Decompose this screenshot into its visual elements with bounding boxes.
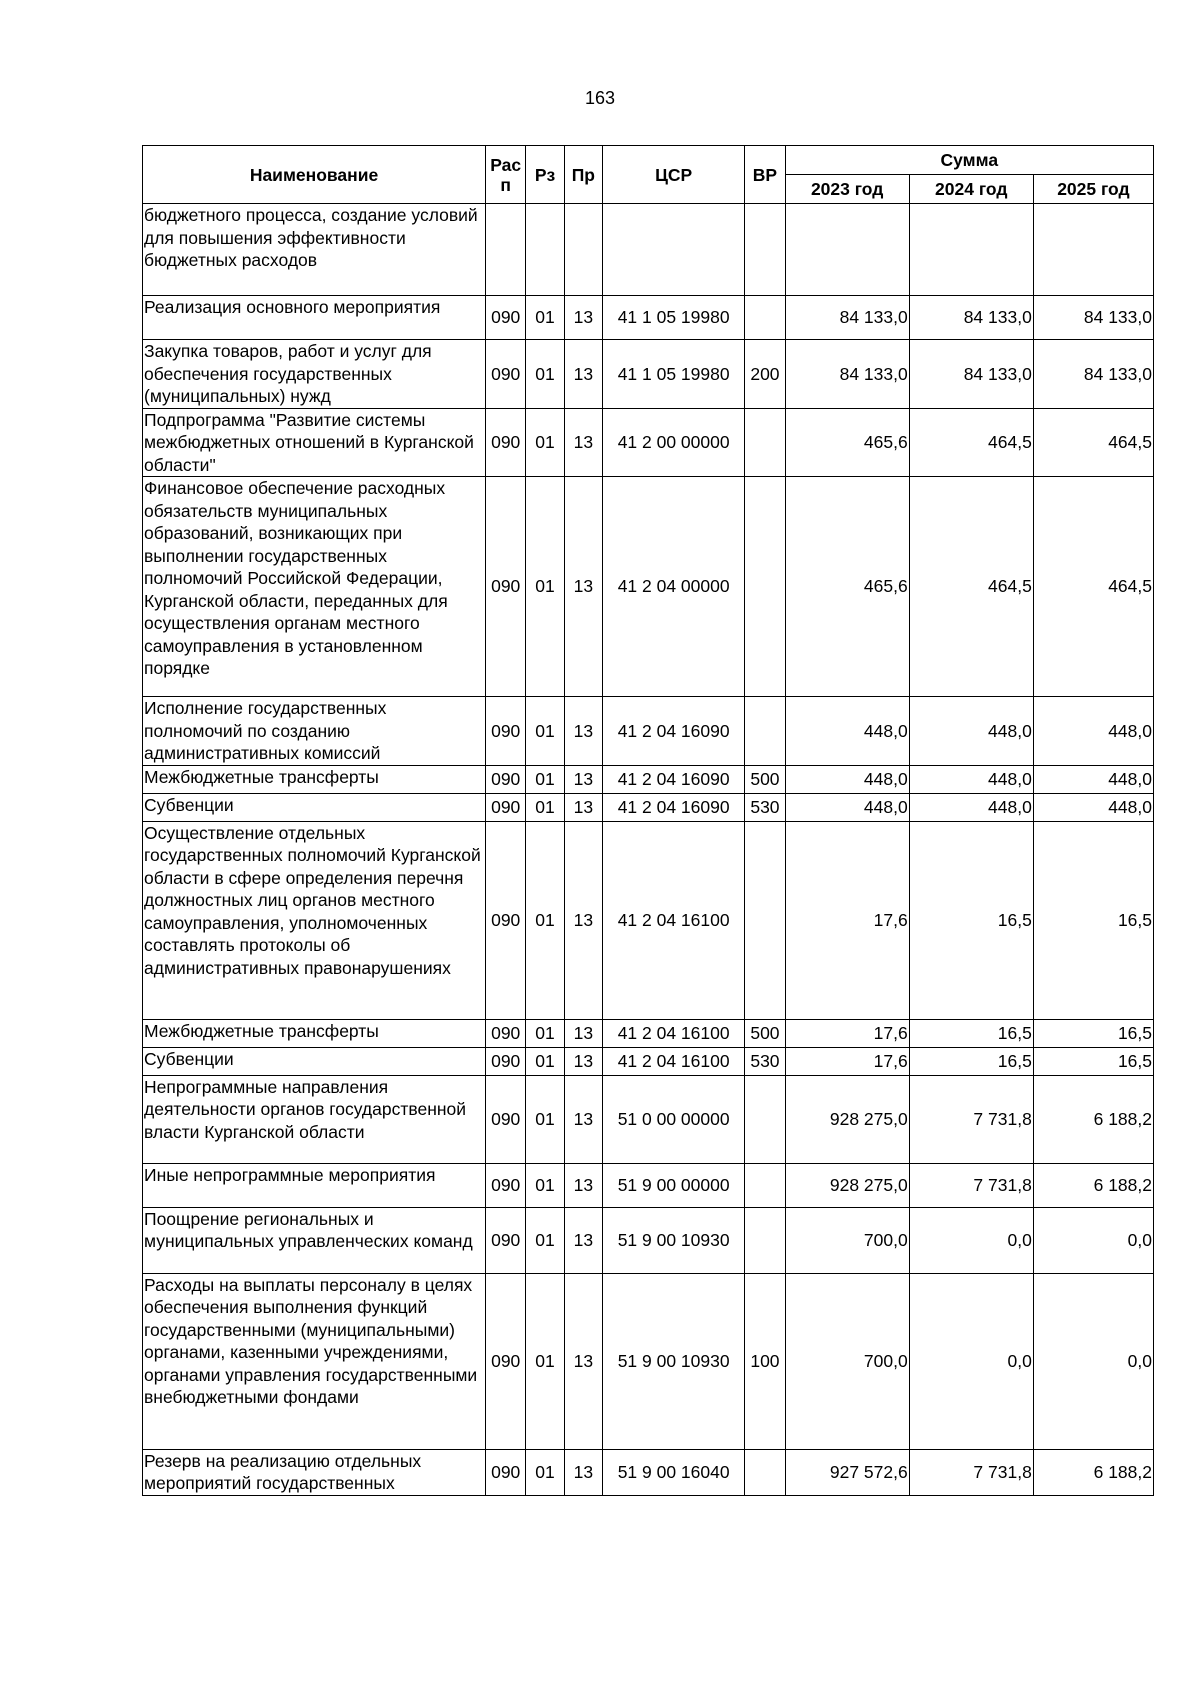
cell-pr: 13 — [564, 793, 602, 821]
cell-rasp: 090 — [486, 1163, 526, 1207]
cell-y2024: 448,0 — [909, 697, 1033, 766]
cell-rz: 01 — [526, 1019, 564, 1047]
cell-csr: 51 9 00 00000 — [603, 1163, 745, 1207]
cell-rasp: 090 — [486, 1019, 526, 1047]
cell-y2023: 465,6 — [785, 477, 909, 697]
cell-rasp: 090 — [486, 1047, 526, 1075]
table-row — [143, 1047, 1154, 1075]
cell-pr: 13 — [564, 296, 602, 340]
cell-rz: 01 — [526, 793, 564, 821]
cell-csr: 41 2 04 16090 — [603, 765, 745, 793]
cell-y2024: 84 133,0 — [909, 340, 1033, 409]
cell-vr — [745, 821, 785, 1019]
cell-name: Реализация основного мероприятия — [143, 296, 486, 340]
cell-name: Финансовое обеспечение расходных обязательств муниципальных образований, возникающих при выполнении государственных полномочий Российской Федерации, Курганской области, переданных для осуществления органам местного самоуправления в установленном порядке — [143, 477, 486, 697]
cell-vr: 530 — [745, 793, 785, 821]
cell-pr: 13 — [564, 1075, 602, 1163]
cell-csr: 51 0 00 00000 — [603, 1075, 745, 1163]
cell-rasp: 090 — [486, 408, 526, 477]
cell-y2023: 17,6 — [785, 1019, 909, 1047]
cell-name: Подпрограмма "Развитие системы межбюджетных отношений в Курганской области" — [143, 408, 486, 477]
cell-csr: 41 2 00 00000 — [603, 408, 745, 477]
cell-y2024: 7 731,8 — [909, 1449, 1033, 1495]
cell-rasp — [486, 204, 526, 296]
cell-y2023: 448,0 — [785, 765, 909, 793]
cell-rz: 01 — [526, 1449, 564, 1495]
cell-pr — [564, 204, 602, 296]
cell-rasp: 090 — [486, 821, 526, 1019]
cell-rz: 01 — [526, 1047, 564, 1075]
cell-vr: 100 — [745, 1273, 785, 1449]
cell-y2025: 448,0 — [1033, 765, 1153, 793]
cell-y2025: 6 188,2 — [1033, 1449, 1153, 1495]
cell-y2023 — [785, 204, 909, 296]
cell-rz: 01 — [526, 1163, 564, 1207]
table-body — [143, 204, 1154, 1496]
cell-name: Исполнение государственных полномочий по созданию административных комиссий — [143, 697, 486, 766]
cell-y2025: 6 188,2 — [1033, 1163, 1153, 1207]
page-number: 163 — [584, 88, 616, 108]
cell-y2025: 0,0 — [1033, 1273, 1153, 1449]
cell-y2025: 16,5 — [1033, 1047, 1153, 1075]
table-row — [143, 697, 1154, 766]
cell-y2024: 16,5 — [909, 1047, 1033, 1075]
cell-pr: 13 — [564, 821, 602, 1019]
cell-vr: 530 — [745, 1047, 785, 1075]
cell-name: Субвенции — [143, 793, 486, 821]
cell-name: Межбюджетные трансферты — [143, 765, 486, 793]
cell-y2023: 17,6 — [785, 1047, 909, 1075]
cell-rasp: 090 — [486, 1273, 526, 1449]
cell-csr: 41 2 04 16090 — [603, 697, 745, 766]
cell-rasp: 090 — [486, 697, 526, 766]
cell-vr — [745, 477, 785, 697]
cell-y2025: 6 188,2 — [1033, 1075, 1153, 1163]
cell-csr: 41 2 04 16100 — [603, 1019, 745, 1047]
table-row — [143, 1075, 1154, 1163]
table-row — [143, 340, 1154, 409]
cell-y2024: 464,5 — [909, 408, 1033, 477]
cell-rasp: 090 — [486, 340, 526, 409]
cell-name: Поощрение региональных и муниципальных управленческих команд — [143, 1207, 486, 1273]
cell-y2023: 84 133,0 — [785, 340, 909, 409]
cell-rasp: 090 — [486, 477, 526, 697]
header-pr: Пр — [564, 146, 602, 204]
cell-rz: 01 — [526, 1207, 564, 1273]
table-row — [143, 408, 1154, 477]
cell-csr — [603, 204, 745, 296]
cell-y2024: 16,5 — [909, 1019, 1033, 1047]
cell-y2023: 928 275,0 — [785, 1075, 909, 1163]
table-row — [143, 1207, 1154, 1273]
cell-y2024: 464,5 — [909, 477, 1033, 697]
cell-rz: 01 — [526, 477, 564, 697]
cell-y2025: 84 133,0 — [1033, 340, 1153, 409]
cell-y2023: 448,0 — [785, 697, 909, 766]
cell-y2025: 84 133,0 — [1033, 296, 1153, 340]
cell-vr — [745, 1207, 785, 1273]
cell-name: Закупка товаров, работ и услуг для обеспечения государственных (муниципальных) нужд — [143, 340, 486, 409]
cell-vr — [745, 296, 785, 340]
cell-y2025: 16,5 — [1033, 821, 1153, 1019]
cell-vr — [745, 1163, 785, 1207]
cell-y2023: 700,0 — [785, 1207, 909, 1273]
cell-csr: 41 2 04 16100 — [603, 821, 745, 1019]
cell-y2024: 16,5 — [909, 821, 1033, 1019]
cell-csr: 41 2 04 16090 — [603, 793, 745, 821]
header-vr: ВР — [745, 146, 785, 204]
table-row — [143, 765, 1154, 793]
cell-y2024 — [909, 204, 1033, 296]
cell-vr — [745, 204, 785, 296]
header-rz: Рз — [526, 146, 564, 204]
table-row — [143, 1019, 1154, 1047]
cell-rz: 01 — [526, 1075, 564, 1163]
cell-vr: 500 — [745, 765, 785, 793]
cell-rz: 01 — [526, 408, 564, 477]
header-2024: 2024 год — [909, 175, 1033, 204]
cell-csr: 41 1 05 19980 — [603, 296, 745, 340]
cell-y2023: 928 275,0 — [785, 1163, 909, 1207]
cell-pr: 13 — [564, 1047, 602, 1075]
header-sum: Сумма — [785, 146, 1153, 175]
cell-name: Иные непрограммные мероприятия — [143, 1163, 486, 1207]
table-row — [143, 1273, 1154, 1449]
cell-name: Расходы на выплаты персоналу в целях обеспечения выполнения функций государственными (муниципальными) органами, казенными учреждениями, органами управления государственными внебюджетными фондами — [143, 1273, 486, 1449]
table-row — [143, 477, 1154, 697]
cell-y2024: 84 133,0 — [909, 296, 1033, 340]
cell-name: Межбюджетные трансферты — [143, 1019, 486, 1047]
table-row — [143, 1163, 1154, 1207]
cell-vr: 500 — [745, 1019, 785, 1047]
cell-y2023: 84 133,0 — [785, 296, 909, 340]
cell-rz: 01 — [526, 340, 564, 409]
cell-y2024: 0,0 — [909, 1273, 1033, 1449]
table-row — [143, 296, 1154, 340]
cell-vr — [745, 697, 785, 766]
cell-rz: 01 — [526, 296, 564, 340]
cell-csr: 51 9 00 16040 — [603, 1449, 745, 1495]
cell-rasp: 090 — [486, 1075, 526, 1163]
table-row — [143, 1449, 1154, 1495]
cell-csr: 41 2 04 00000 — [603, 477, 745, 697]
cell-y2023: 17,6 — [785, 821, 909, 1019]
header-rasp: Рас п — [486, 146, 526, 204]
cell-y2023: 465,6 — [785, 408, 909, 477]
cell-csr: 41 1 05 19980 — [603, 340, 745, 409]
cell-name: Субвенции — [143, 1047, 486, 1075]
cell-y2025 — [1033, 204, 1153, 296]
cell-rz: 01 — [526, 765, 564, 793]
cell-rasp: 090 — [486, 1449, 526, 1495]
cell-pr: 13 — [564, 340, 602, 409]
cell-pr: 13 — [564, 1163, 602, 1207]
cell-csr: 41 2 04 16100 — [603, 1047, 745, 1075]
cell-y2024: 7 731,8 — [909, 1163, 1033, 1207]
cell-name: Непрограммные направления деятельности органов государственной власти Курганской области — [143, 1075, 486, 1163]
cell-pr: 13 — [564, 1273, 602, 1449]
table-row — [143, 793, 1154, 821]
cell-pr: 13 — [564, 1207, 602, 1273]
cell-y2023: 448,0 — [785, 793, 909, 821]
cell-y2024: 448,0 — [909, 765, 1033, 793]
cell-rz: 01 — [526, 821, 564, 1019]
header-csr: ЦСР — [603, 146, 745, 204]
cell-name: Осуществление отдельных государственных полномочий Курганской области в сфере определения перечня должностных лиц органов местного самоуправления, уполномоченных составлять протоколы об административных правонарушениях — [143, 821, 486, 1019]
cell-y2025: 0,0 — [1033, 1207, 1153, 1273]
cell-rz: 01 — [526, 1273, 564, 1449]
cell-name: бюджетного процесса, создание условий для повышения эффективности бюджетных расходов — [143, 204, 486, 296]
cell-rasp: 090 — [486, 793, 526, 821]
cell-y2025: 448,0 — [1033, 793, 1153, 821]
cell-vr — [745, 1449, 785, 1495]
cell-y2025: 464,5 — [1033, 477, 1153, 697]
header-name: Наименование — [143, 146, 486, 204]
table-row — [143, 821, 1154, 1019]
cell-csr: 51 9 00 10930 — [603, 1273, 745, 1449]
cell-y2024: 0,0 — [909, 1207, 1033, 1273]
cell-vr — [745, 408, 785, 477]
header-2023: 2023 год — [785, 175, 909, 204]
cell-vr: 200 — [745, 340, 785, 409]
cell-rz — [526, 204, 564, 296]
cell-pr: 13 — [564, 408, 602, 477]
cell-rasp: 090 — [486, 1207, 526, 1273]
cell-pr: 13 — [564, 1019, 602, 1047]
cell-csr: 51 9 00 10930 — [603, 1207, 745, 1273]
cell-name: Резерв на реализацию отдельных мероприятий государственных — [143, 1449, 486, 1495]
cell-y2024: 7 731,8 — [909, 1075, 1033, 1163]
header-2025: 2025 год — [1033, 175, 1153, 204]
cell-y2025: 464,5 — [1033, 408, 1153, 477]
budget-table — [142, 145, 1154, 1496]
cell-pr: 13 — [564, 477, 602, 697]
cell-vr — [745, 1075, 785, 1163]
table-row — [143, 204, 1154, 296]
cell-pr: 13 — [564, 765, 602, 793]
cell-pr: 13 — [564, 697, 602, 766]
cell-rz: 01 — [526, 697, 564, 766]
cell-y2024: 448,0 — [909, 793, 1033, 821]
cell-y2025: 448,0 — [1033, 697, 1153, 766]
cell-rasp: 090 — [486, 765, 526, 793]
cell-y2025: 16,5 — [1033, 1019, 1153, 1047]
cell-y2023: 700,0 — [785, 1273, 909, 1449]
cell-y2023: 927 572,6 — [785, 1449, 909, 1495]
cell-pr: 13 — [564, 1449, 602, 1495]
cell-rasp: 090 — [486, 296, 526, 340]
